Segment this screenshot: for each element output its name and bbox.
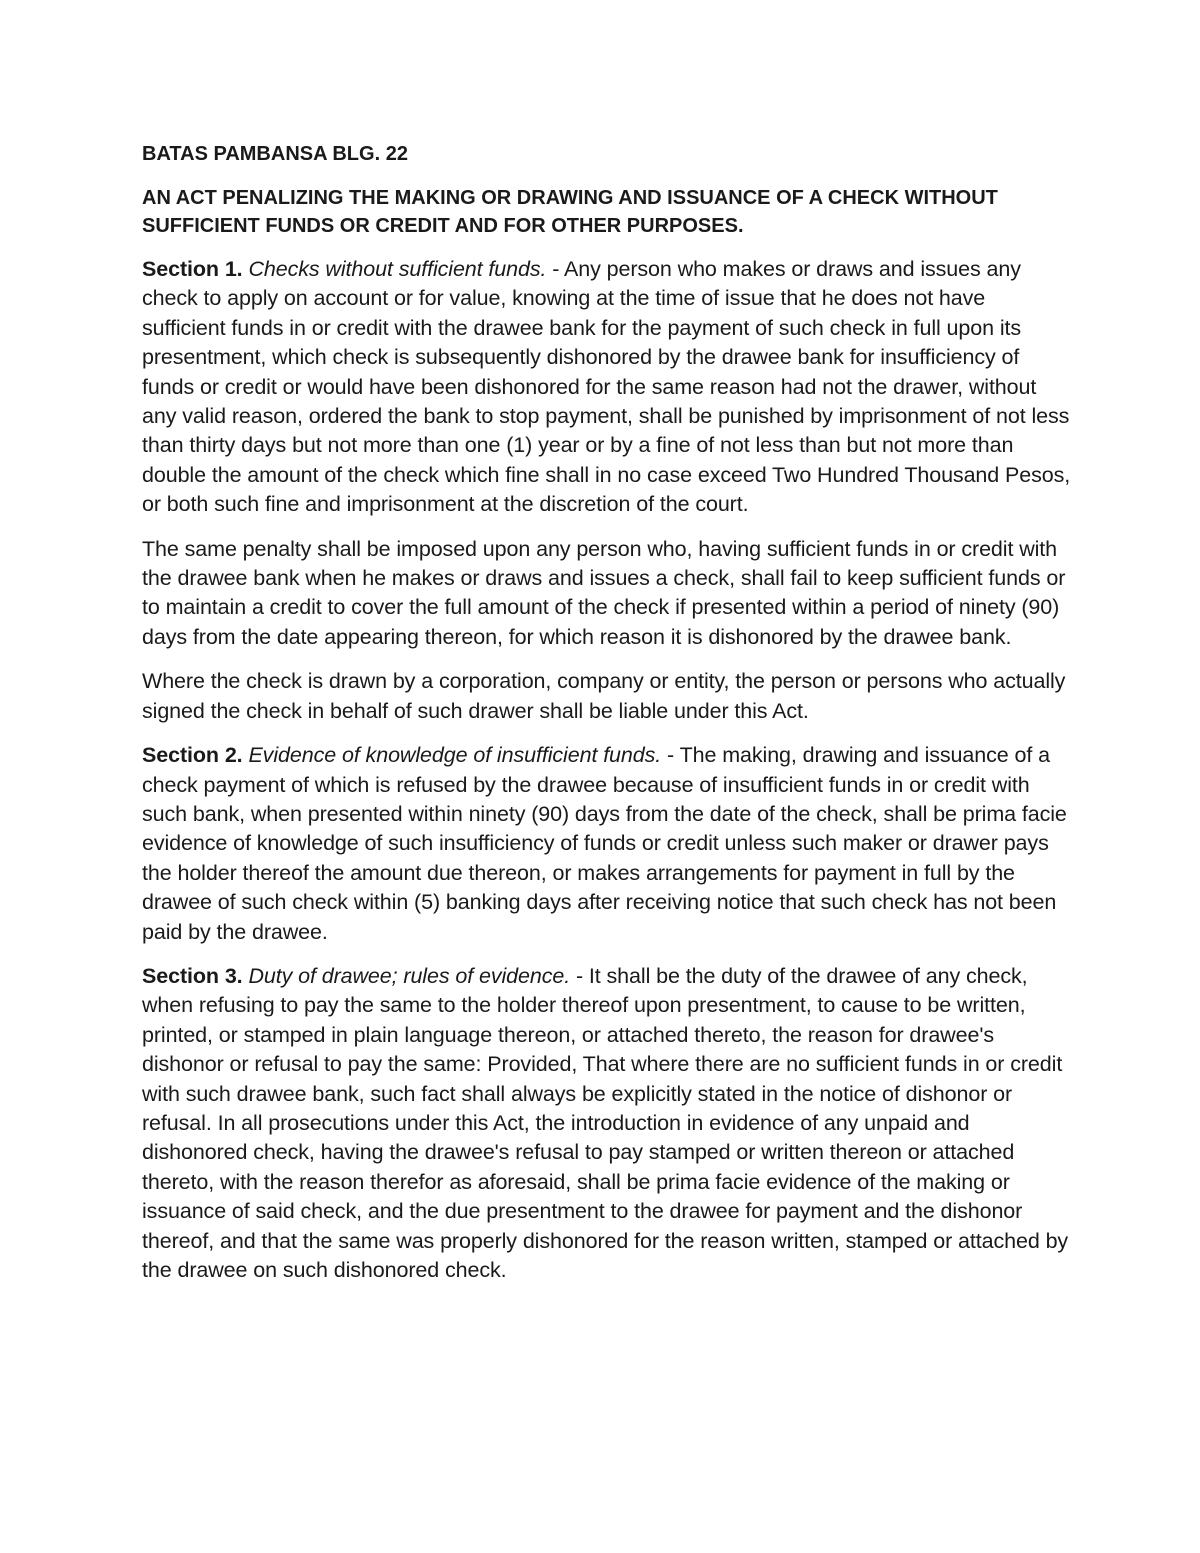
section-1-paragraph [142,255,1072,520]
document-subtitle: AN ACT PENALIZING THE MAKING OR DRAWING AND ISSUANCE OF A CHECK WITHOUT SUFFICIENT FUNDS OR CREDIT AND FOR OTHER PURPOSES. [142,187,998,237]
section-1-paragraph-2: The same penalty shall be imposed upon any person who, having sufficient funds in or credit with the drawee bank when he makes or draws and issues a check, shall fail to keep sufficient funds or to maintain a credit to cover the full amount of the check if presented within a period of ninety (90) days from the date appearing thereon, for which reason it is dishonored by the drawee bank. [142,536,1066,649]
section-2-heading: Evidence of knowledge of insufficient funds. [248,743,662,768]
section-3-heading: Duty of drawee; rules of evidence. [248,963,571,988]
section-1-body: - Any person who makes or draws and issues any check to apply on account or for value, knowing at the time of issue that he does not have sufficient funds in or credit with the drawee bank for the payment of such check in full upon its presentment, which check is subsequently dishonored by the drawee bank for insufficiency of funds or credit or would have been dishonored for the same reason had not the drawer, without any valid reason, ordered the bank to stop payment, shall be punished by imprisonment of not less than thirty days but not more than one (1) year or by a fine of not less than but not more than double the amount of the check which fine shall in no case exceed Two Hundred Thousand Pesos, or both such fine and imprisonment at the discretion of the court. [142,257,1071,517]
section-2-body: - The making, drawing and issuance of a check payment of which is refused by the drawee because of insufficient funds in or credit with such bank, when presented within ninety (90) days from the date of the check, shall be prima facie evidence of knowledge of such insufficiency of funds or credit unless such maker or drawer pays the holder thereof the amount due thereon, or makes arrangements for payment in full by the drawee of such check within (5) banking days after receiving notice that such check has not been paid by the drawee. [142,743,1067,944]
section-2-label: Section 2. [142,743,243,768]
section-3-paragraph [142,962,1072,1285]
document-title: BATAS PAMBANSA BLG. 22 [142,143,408,165]
section-1-heading: Checks without sufficient funds. [248,257,547,281]
section-3-body: - It shall be the duty of the drawee of any check, when refusing to pay the same to the holder thereof upon presentment, to cause to be written, printed, or stamped in plain language thereon, or attached thereto, the reason for drawee's dishonor or refusal to pay the same: Provided, That where there are no sufficient funds in or credit with such drawee bank, such fact shall always be explicitly stated in the notice of dishonor or refusal. In all prosecutions under this Act, the introduction in evidence of any unpaid and dishonored check, having the drawee's refusal to pay stamped or written thereon or attached thereto, with the reason therefor as aforesaid, shall be prima facie evidence of the making or issuance of said check, and the due presentment to the drawee for payment and the dishonor thereof, and that the same was properly dishonored for the reason written, stamped or attached by the drawee on such dishonored check. [142,963,1069,1282]
section-2-paragraph [142,741,1072,947]
document-body [142,140,1072,1300]
section-1-paragraph-3: Where the check is drawn by a corporation, company or entity, the person or persons who actually signed the check in behalf of such drawer shall be liable under this Act. [142,669,1066,723]
section-3-label: Section 3. [142,963,243,988]
section-1-label: Section 1. [142,257,243,281]
